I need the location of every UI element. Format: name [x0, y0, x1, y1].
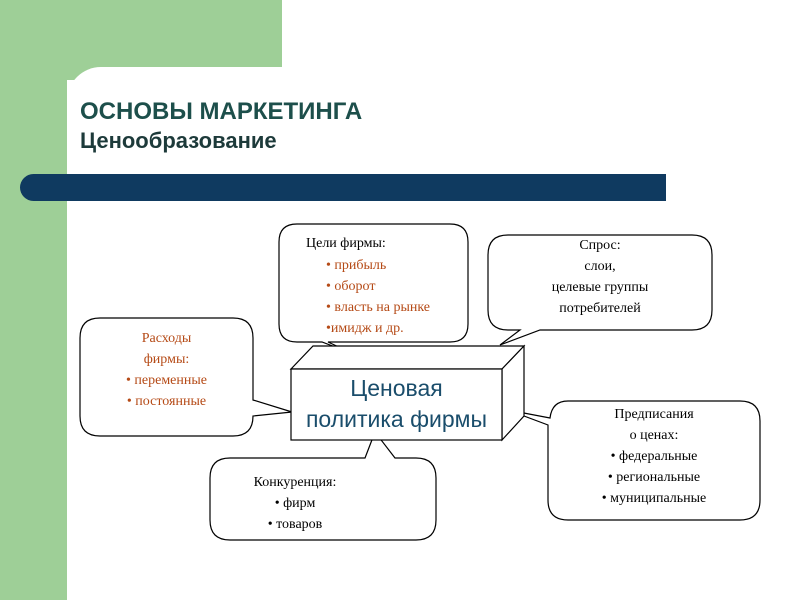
competition-heading: Конкуренция:: [253, 475, 337, 490]
goals-heading: Цели фирмы:: [306, 236, 386, 251]
center-box-line2: политика фирмы: [305, 406, 488, 432]
costs-line: Расходы: [141, 331, 192, 346]
regulations-item: • федеральные: [610, 449, 698, 464]
competition-text: [210, 472, 380, 535]
slide-title: ОСНОВЫ МАРКЕТИНГА: [80, 98, 363, 125]
goals-item: •имидж и др.: [326, 321, 404, 336]
regulations-line: о ценах:: [629, 428, 679, 443]
costs-line: фирмы:: [143, 352, 190, 367]
goals-text: [306, 233, 386, 254]
regulations-line: Предписания: [614, 407, 694, 422]
regulations-item: • муниципальные: [601, 491, 707, 506]
regulations-item: • региональные: [607, 470, 701, 485]
goals-list: [326, 255, 430, 339]
demand-line: Спрос:: [579, 238, 621, 253]
competition-item: • товаров: [267, 517, 323, 532]
goals-item: • оборот: [326, 279, 376, 294]
competition-item: • фирм: [274, 496, 316, 511]
demand-line: слои,: [584, 259, 616, 274]
regulations-text: [556, 404, 752, 509]
center-box-label: [291, 373, 502, 443]
costs-item: • постоянные: [126, 394, 207, 409]
center-box-line1: Ценовая: [350, 375, 443, 401]
costs-text: [80, 328, 253, 412]
demand-line: целевые группы: [551, 280, 649, 295]
demand-text: [488, 235, 712, 319]
goals-item: • прибыль: [326, 258, 387, 273]
center-box-top: [291, 346, 524, 369]
demand-line: потребителей: [559, 301, 641, 316]
costs-item: • переменные: [126, 373, 207, 388]
goals-item: • власть на рынке: [326, 300, 431, 315]
slide-subtitle: Ценообразование: [80, 128, 277, 153]
